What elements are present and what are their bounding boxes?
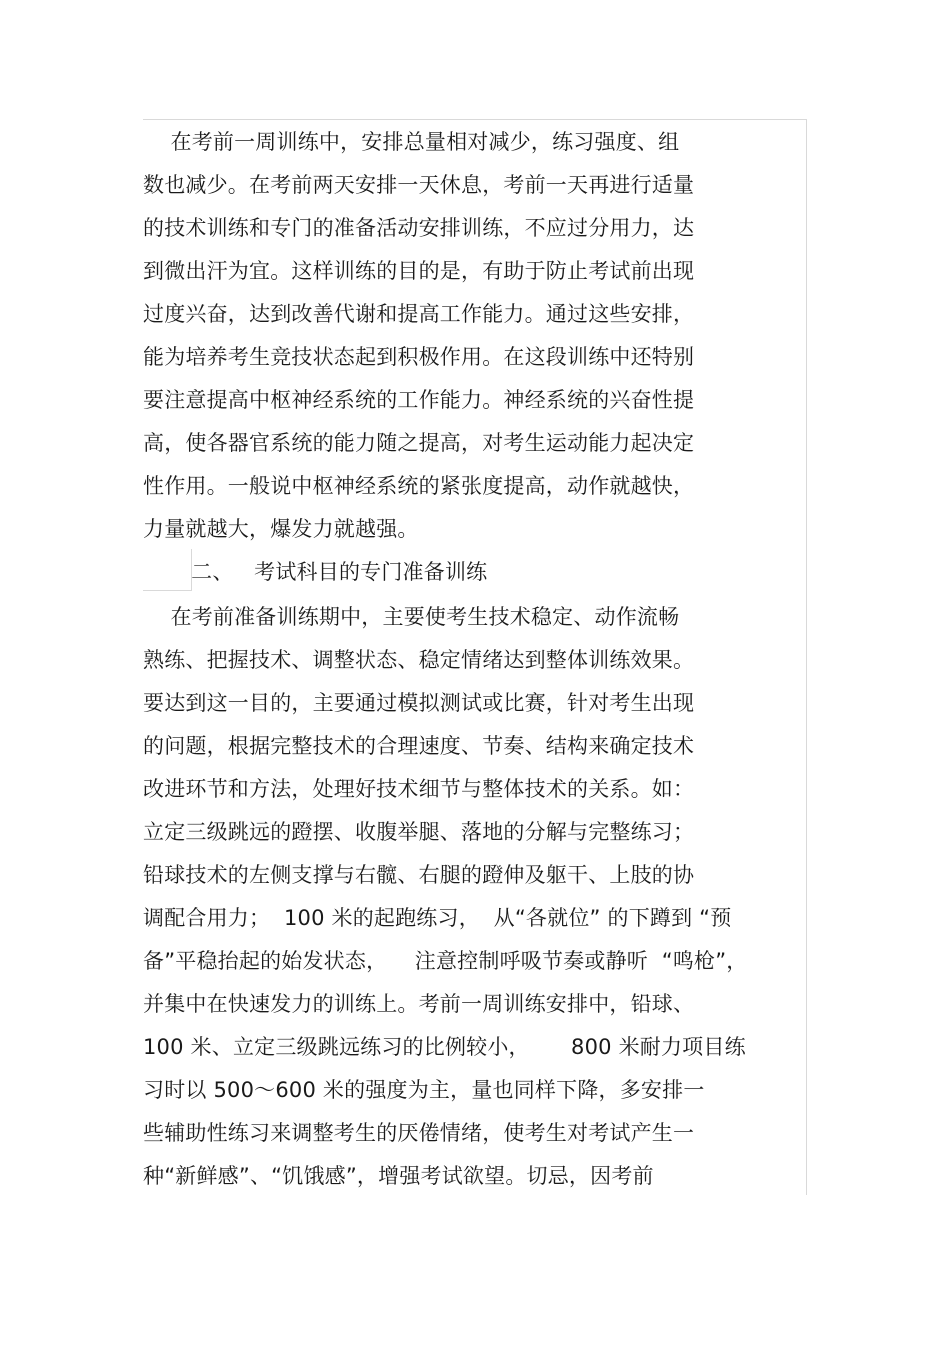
- text-line: 习时以 500～600 米的强度为主，量也同样下降，多安排一: [143, 1078, 705, 1102]
- text-line: 要注意提高中枢神经系统的工作能力。神经系统的兴奋性提: [143, 388, 695, 412]
- text-line: 高，使各器官系统的能力随之提高，对考生运动能力起决定: [143, 431, 695, 455]
- text-line: 改进环节和方法，处理好技术细节与整体技术的关系。如：: [143, 777, 695, 801]
- text-line: 的技术训练和专门的准备活动安排训练，不应过分用力，达: [143, 216, 695, 240]
- text-line: 种“新鲜感”、“饥饿感”，增强考试欲望。切忌，因考前: [143, 1164, 654, 1188]
- text-line: 铅球技术的左侧支撑与右髋、右腿的蹬伸及躯干、上肢的协: [143, 863, 695, 887]
- text-line: 并集中在快速发力的训练上。考前一周训练安排中，铅球、: [143, 992, 695, 1016]
- text-line: 能为培养考生竞技状态起到积极作用。在这段训练中还特别: [143, 345, 695, 369]
- text-line: 在考前准备训练期中，主要使考生技术稳定、动作流畅: [143, 605, 680, 629]
- text-line: 过度兴奋，达到改善代谢和提高工作能力。通过这些安排，: [143, 302, 695, 326]
- text-line: 到微出汗为宜。这样训练的目的是，有助于防止考试前出现: [143, 259, 695, 283]
- text-line: 力量就越大，爆发力就越强。: [143, 517, 419, 541]
- text-line: 立定三级跳远的蹬摆、收腹举腿、落地的分解与完整练习；: [143, 820, 695, 844]
- section-heading: 二、 考试科目的专门准备训练: [143, 560, 488, 584]
- text-line: 的问题，根据完整技术的合理速度、节奏、结构来确定技术: [143, 734, 695, 758]
- text-line: 100 米、立定三级跳远练习的比例较小， 800 米耐力项目练: [143, 1035, 746, 1059]
- text-line: 数也减少。在考前两天安排一天休息，考前一天再进行适量: [143, 173, 695, 197]
- text-line: 性作用。一般说中枢神经系统的紧张度提高，动作就越快，: [143, 474, 695, 498]
- text-line: 调配合用力； 100 米的起跑练习， 从“各就位” 的下蹲到 “预: [143, 906, 732, 930]
- text-line: 备”平稳抬起的始发状态， 注意控制呼吸节奏或静听 “鸣枪”，: [143, 949, 748, 973]
- text-line: 在考前一周训练中，安排总量相对减少，练习强度、组: [143, 130, 680, 154]
- text-line: 些辅助性练习来调整考生的厌倦情绪，使考生对考试产生一: [143, 1121, 695, 1145]
- text-line: 熟练、把握技术、调整状态、稳定情绪达到整体训练效果。: [143, 648, 695, 672]
- text-line: 要达到这一目的，主要通过模拟测试或比赛，针对考生出现: [143, 691, 695, 715]
